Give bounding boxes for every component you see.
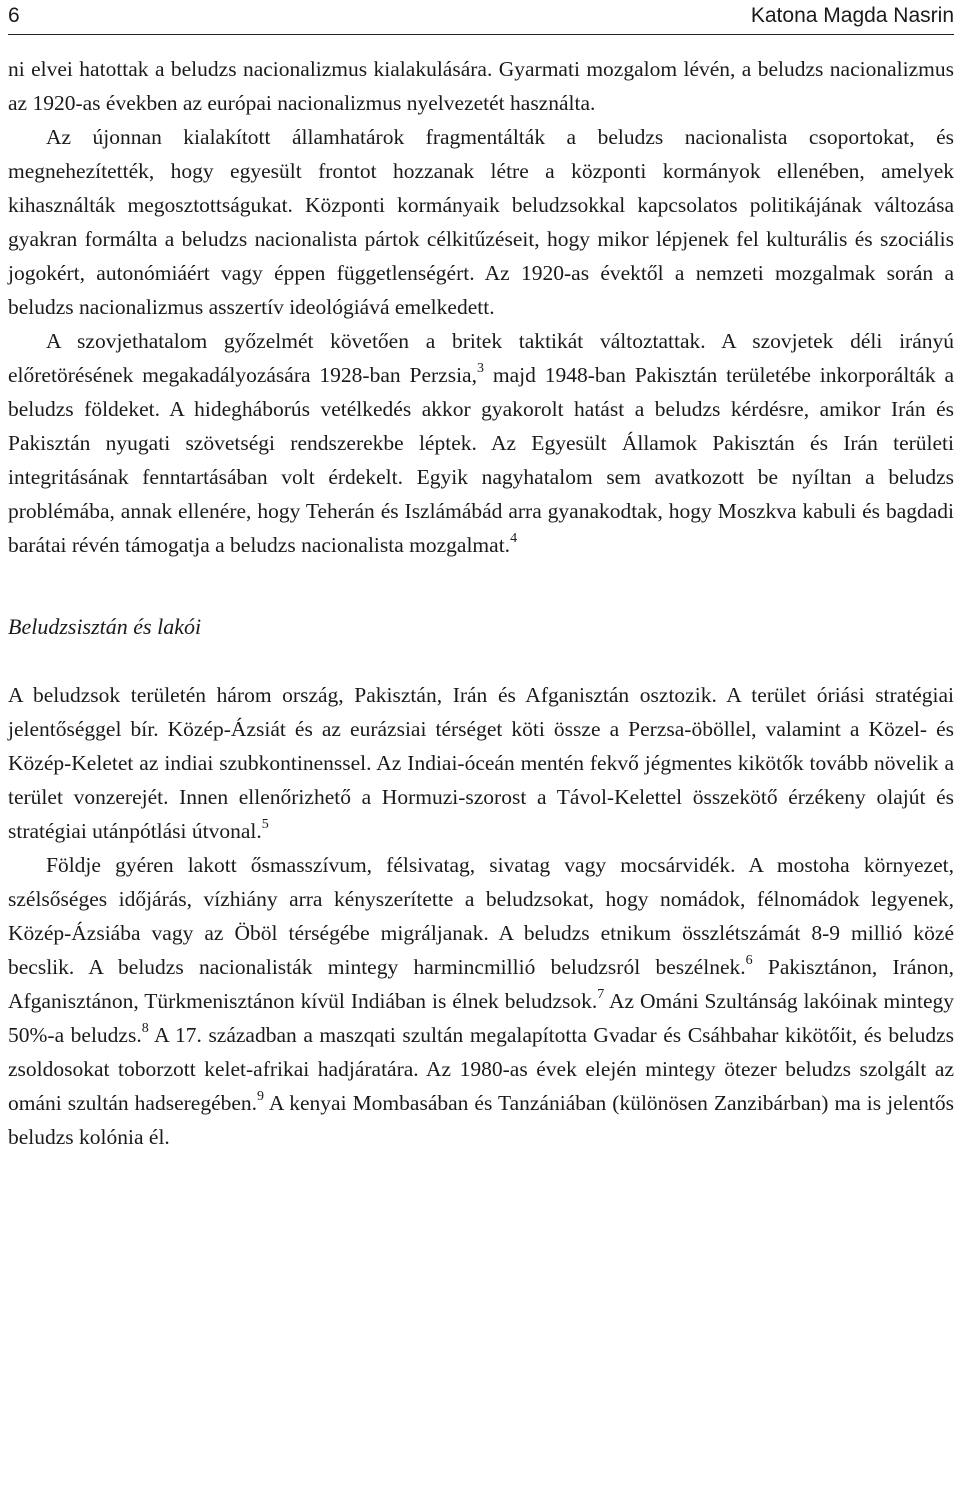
paragraph-continuation: ni elvei hatottak a beludzs nacionalizmus kialakulására. Gyarmati mozgalom lévén, a beludzs nacionalizmus az 1920-as években az európai nacionalizmus nyelvezetét használta.	[8, 57, 954, 115]
paragraph	[8, 324, 954, 562]
document-page	[8, 0, 954, 1154]
page-number: 6	[8, 4, 20, 27]
paragraph-text: Az Ománi Szultánság lakóinak mintegy 50%-a beludzs.	[8, 989, 954, 1047]
footnote-ref-9[interactable]: 9	[257, 1088, 265, 1104]
section-heading: Beludzsisztán és lakói	[8, 614, 202, 639]
paragraph	[8, 678, 954, 848]
running-header	[8, 0, 954, 35]
body-text	[8, 52, 954, 1154]
paragraph	[8, 848, 954, 1154]
paragraph-text: A szovjethatalom győzelmét követően a britek taktikát változtattak. A szovjetek déli irányú előretörésének megakadályozására 1928-ban Perzsia,	[8, 329, 954, 387]
footnote-ref-7[interactable]: 7	[597, 986, 605, 1002]
footnote-ref-5[interactable]: 5	[261, 816, 269, 832]
footnote-ref-4[interactable]: 4	[510, 530, 518, 546]
paragraph-text: A 17. században a maszqati szultán megalapította Gvadar és Csáhbahar kikötőit, és beludzs zsoldosokat toborzott kelet-afrikai hadjáratára. Az 1980-as évek elején mintegy ötezer beludzs szolgált az ománi szultán hadseregében.	[8, 1023, 954, 1115]
paragraph-text: Földje gyéren lakott ősmasszívum, félsivatag, sivatag vagy mocsárvidék. A mostoha környezet, szélsőséges időjárás, vízhiány arra kényszerítette a beludzsokat, hogy nomádok, félnomádok legyenek, Közép-Ázsiába vagy az Öböl térségébe migráljanak. A beludzs etnikum összlétszámát 8-9 millió közé becslik. A beludzs nacionalisták mintegy harmincmillió beludzsról beszélnek.	[8, 853, 954, 979]
paragraph-text: Pakisztánon, Iránon, Afganisztánon, Türkmenisztánon kívül Indiában is élnek beludzsok.	[8, 955, 954, 1013]
footnote-ref-8[interactable]: 8	[141, 1020, 149, 1036]
running-header-author: Katona Magda Nasrin	[750, 4, 954, 27]
paragraph: Az újonnan kialakított államhatárok fragmentálták a beludzs nacionalista csoportokat, és megnehezítették, hogy egyesült frontot hozzanak létre a központi kormányok ellenében, amelyek kihasználták megosztottságukat. Központi kormányaik beludzsokkal kapcsolatos politikájának változása gyakran formálta a beludzs nacionalista pártok célkitűzéseit, hogy mikor lépjenek fel kulturális és szociális jogokért, autonómiáért vagy éppen függetlenségért. Az 1920-as évektől a nemzeti mozgalmak során a beludzs nacionalizmus asszertív ideológiává emelkedett.	[8, 125, 954, 319]
footnote-ref-6[interactable]: 6	[745, 952, 753, 968]
paragraph-text: A kenyai Mombasában és Tanzániában (különösen Zanzibárban) ma is jelentős beludzs kolónia él.	[8, 1091, 954, 1149]
footnote-ref-3[interactable]: 3	[476, 360, 484, 376]
paragraph-text: A beludzsok területén három ország, Pakisztán, Irán és Afganisztán osztozik. A terület óriási stratégiai jelentőséggel bír. Közép-Ázsiát és az eurázsiai térséget köti össze a Perzsa-öböllel, valamint a Közel- és Közép-Keletet az indiai szubkontinenssel. Az Indiai-óceán mentén fekvő jégmentes kikötők tovább növelik a terület vonzerejét. Innen ellenőrizhető a Hormuzi-szorost a Távol-Kelettel összekötő érzékeny olajút és stratégiai utánpótlási útvonal.	[8, 683, 954, 843]
paragraph-text: majd 1948-ban Pakisztán területébe inkorporálták a beludzs földeket. A hidegháborús vetélkedés akkor gyakorolt hatást a beludzs kérdésre, amikor Irán és Pakisztán nyugati szövetségi rendszerekbe léptek. Az Egyesült Államok Pakisztán és Irán területi integritásának fenntartásában volt érdekelt. Egyik nagyhatalom sem avatkozott be nyíltan a beludzs problémába, annak ellenére, hogy Teherán és Iszlámábád arra gyanakodtak, hogy Moszkva kabuli és bagdadi barátai révén támogatja a beludzs nacionalista mozgalmat.	[8, 363, 954, 557]
